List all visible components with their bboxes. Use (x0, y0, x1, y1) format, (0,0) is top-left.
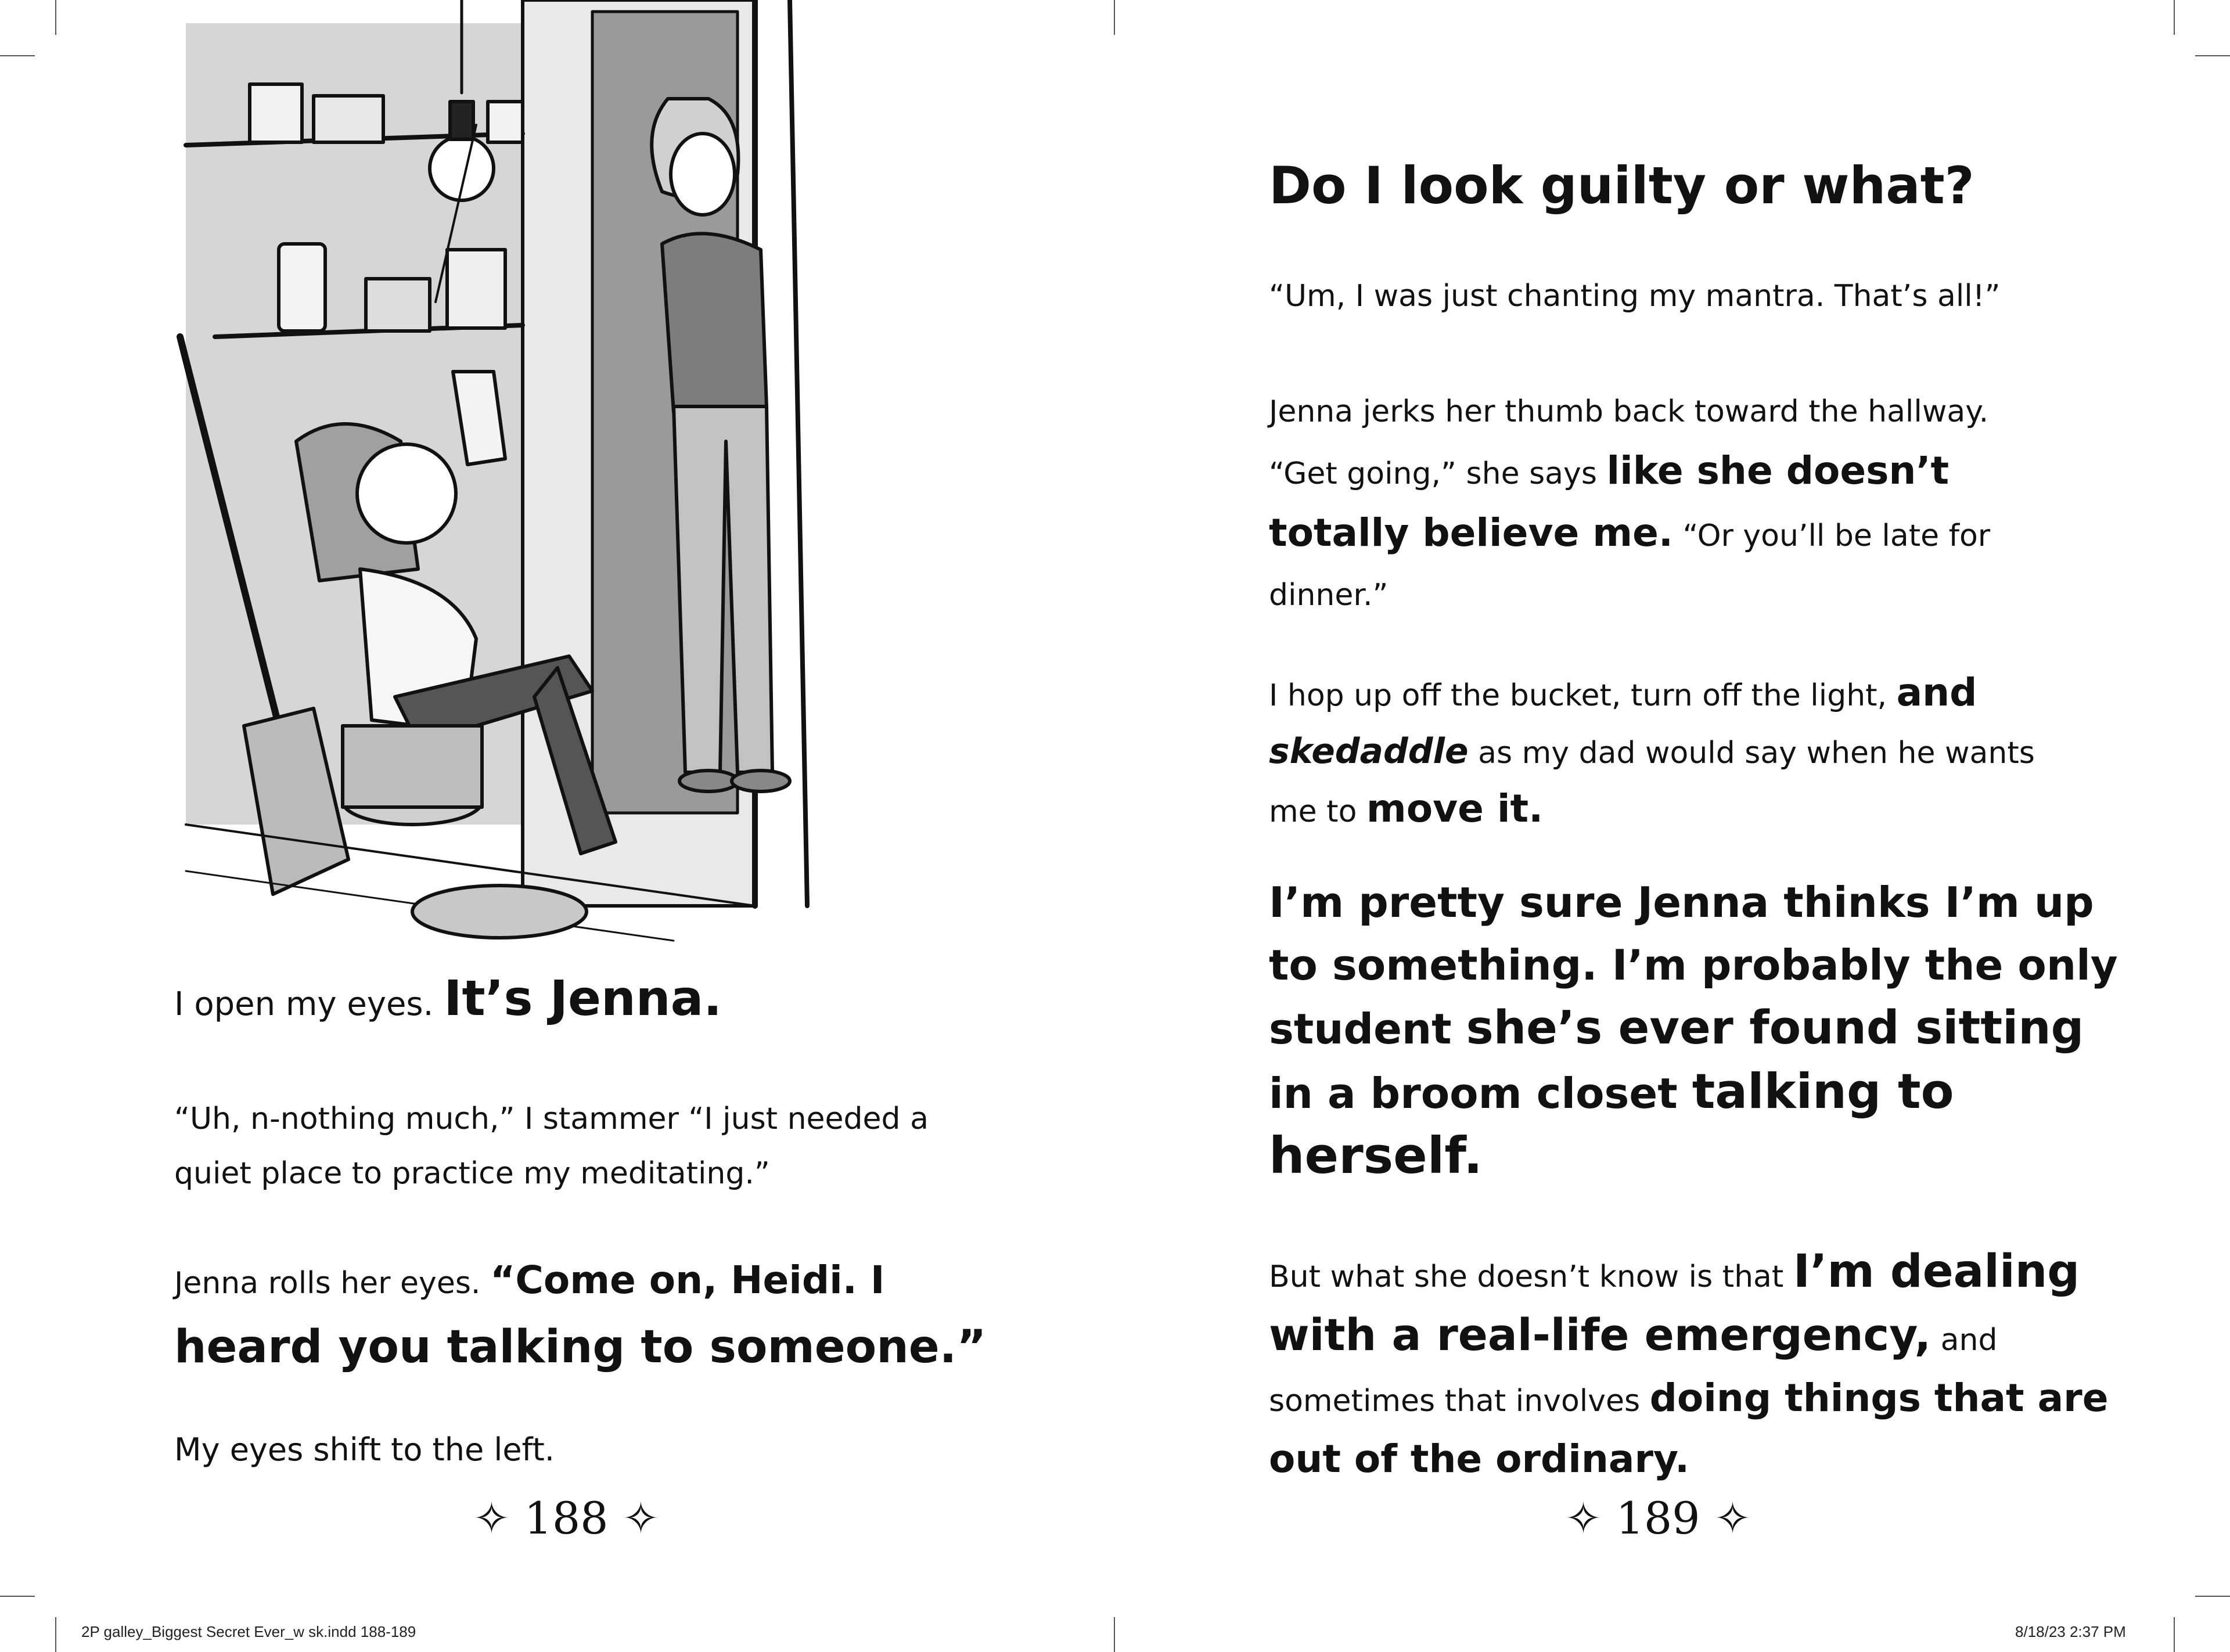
left-paragraph-1 (174, 970, 722, 1027)
text-line: Jenna jerks her thumb back toward the hallway. (1269, 394, 1989, 429)
text-run: Jenna rolls her eyes. (174, 1266, 490, 1301)
right-paragraph-3 (1269, 665, 2035, 840)
text-line: herself. (1269, 1127, 1483, 1185)
emphasis-run: “Come on, Heidi. I (490, 1258, 885, 1302)
right-paragraph-5 (1269, 1243, 2109, 1488)
emphasis-line: out of the ordinary. (1269, 1437, 1690, 1481)
crop-mark (0, 1596, 35, 1597)
italic-run: skedaddle (1269, 731, 1469, 772)
crop-mark (1114, 1617, 1115, 1652)
text-run: I open my eyes. (174, 985, 444, 1023)
slug-filename: 2P galley_Biggest Secret Ever_w sk.indd 188-189 (81, 1623, 416, 1640)
right-paragraph-1: “Um, I was just chanting my mantra. That’s all!” (1269, 279, 2001, 314)
emphasis-run: she’s ever found sitting (1466, 1000, 2084, 1054)
emphasis-run: I’m dealing (1793, 1246, 2080, 1298)
emphasis-run: with a real-life emergency, (1269, 1309, 1932, 1361)
text-run: student (1269, 1005, 1466, 1053)
emphasis-run: and (1896, 670, 1977, 715)
right-paragraph-4 (1269, 871, 2118, 1187)
right-paragraph-2 (1269, 382, 1990, 625)
emphasis-run: move it. (1366, 786, 1544, 831)
emphasis-run: totally believe me. (1269, 510, 1673, 555)
crop-mark (2174, 0, 2175, 35)
slug-timestamp: 8/18/23 2:37 PM (2015, 1623, 2126, 1640)
emphasis-run: It’s Jenna. (444, 970, 722, 1027)
crop-mark (1114, 0, 1115, 35)
text-run: “Get going,” she says (1269, 456, 1607, 491)
text-line: quiet place to practice my meditating.” (174, 1156, 770, 1191)
crop-mark (2195, 1596, 2230, 1597)
crop-mark (55, 0, 56, 35)
closet-illustration (151, 0, 889, 952)
page-number-left: ✧ 188 ✧ (473, 1492, 660, 1544)
text-run: and (1931, 1323, 1998, 1358)
page-number-right: ✧ 189 ✧ (1564, 1492, 1751, 1544)
crop-mark (2174, 1617, 2175, 1652)
text-line: “Uh, n-nothing much,” I stammer “I just needed a (174, 1102, 929, 1136)
text-run: in a broom closet (1269, 1069, 1692, 1118)
left-paragraph-3 (174, 1248, 987, 1379)
right-heading: Do I look guilty or what? (1269, 156, 1974, 215)
text-run: But what she doesn’t know is that (1269, 1259, 1793, 1294)
text-run: me to (1269, 794, 1366, 829)
text-run: I hop up off the bucket, turn off the light, (1269, 678, 1897, 713)
text-run: as my dad would say when he wants (1468, 736, 2035, 771)
text-line: dinner.” (1269, 578, 1389, 613)
text-line: to something. I’m probably the only (1269, 941, 2118, 989)
crop-mark (0, 55, 35, 56)
crop-mark (2195, 55, 2230, 56)
emphasis-run: talking to (1692, 1063, 1954, 1120)
crop-mark (55, 1617, 56, 1652)
text-line: I’m pretty sure Jenna thinks I’m up (1269, 878, 2094, 927)
text-run: “Or you’ll be late for (1672, 519, 1991, 553)
emphasis-run: doing things that are (1649, 1376, 2109, 1420)
text-run: sometimes that involves (1269, 1384, 1650, 1419)
emphasis-run: like she doesn’t (1606, 448, 1950, 493)
left-paragraph-2 (174, 1092, 929, 1201)
emphasis-line: heard you talking to someone.” (174, 1321, 987, 1373)
left-paragraph-4: My eyes shift to the left. (174, 1431, 555, 1468)
